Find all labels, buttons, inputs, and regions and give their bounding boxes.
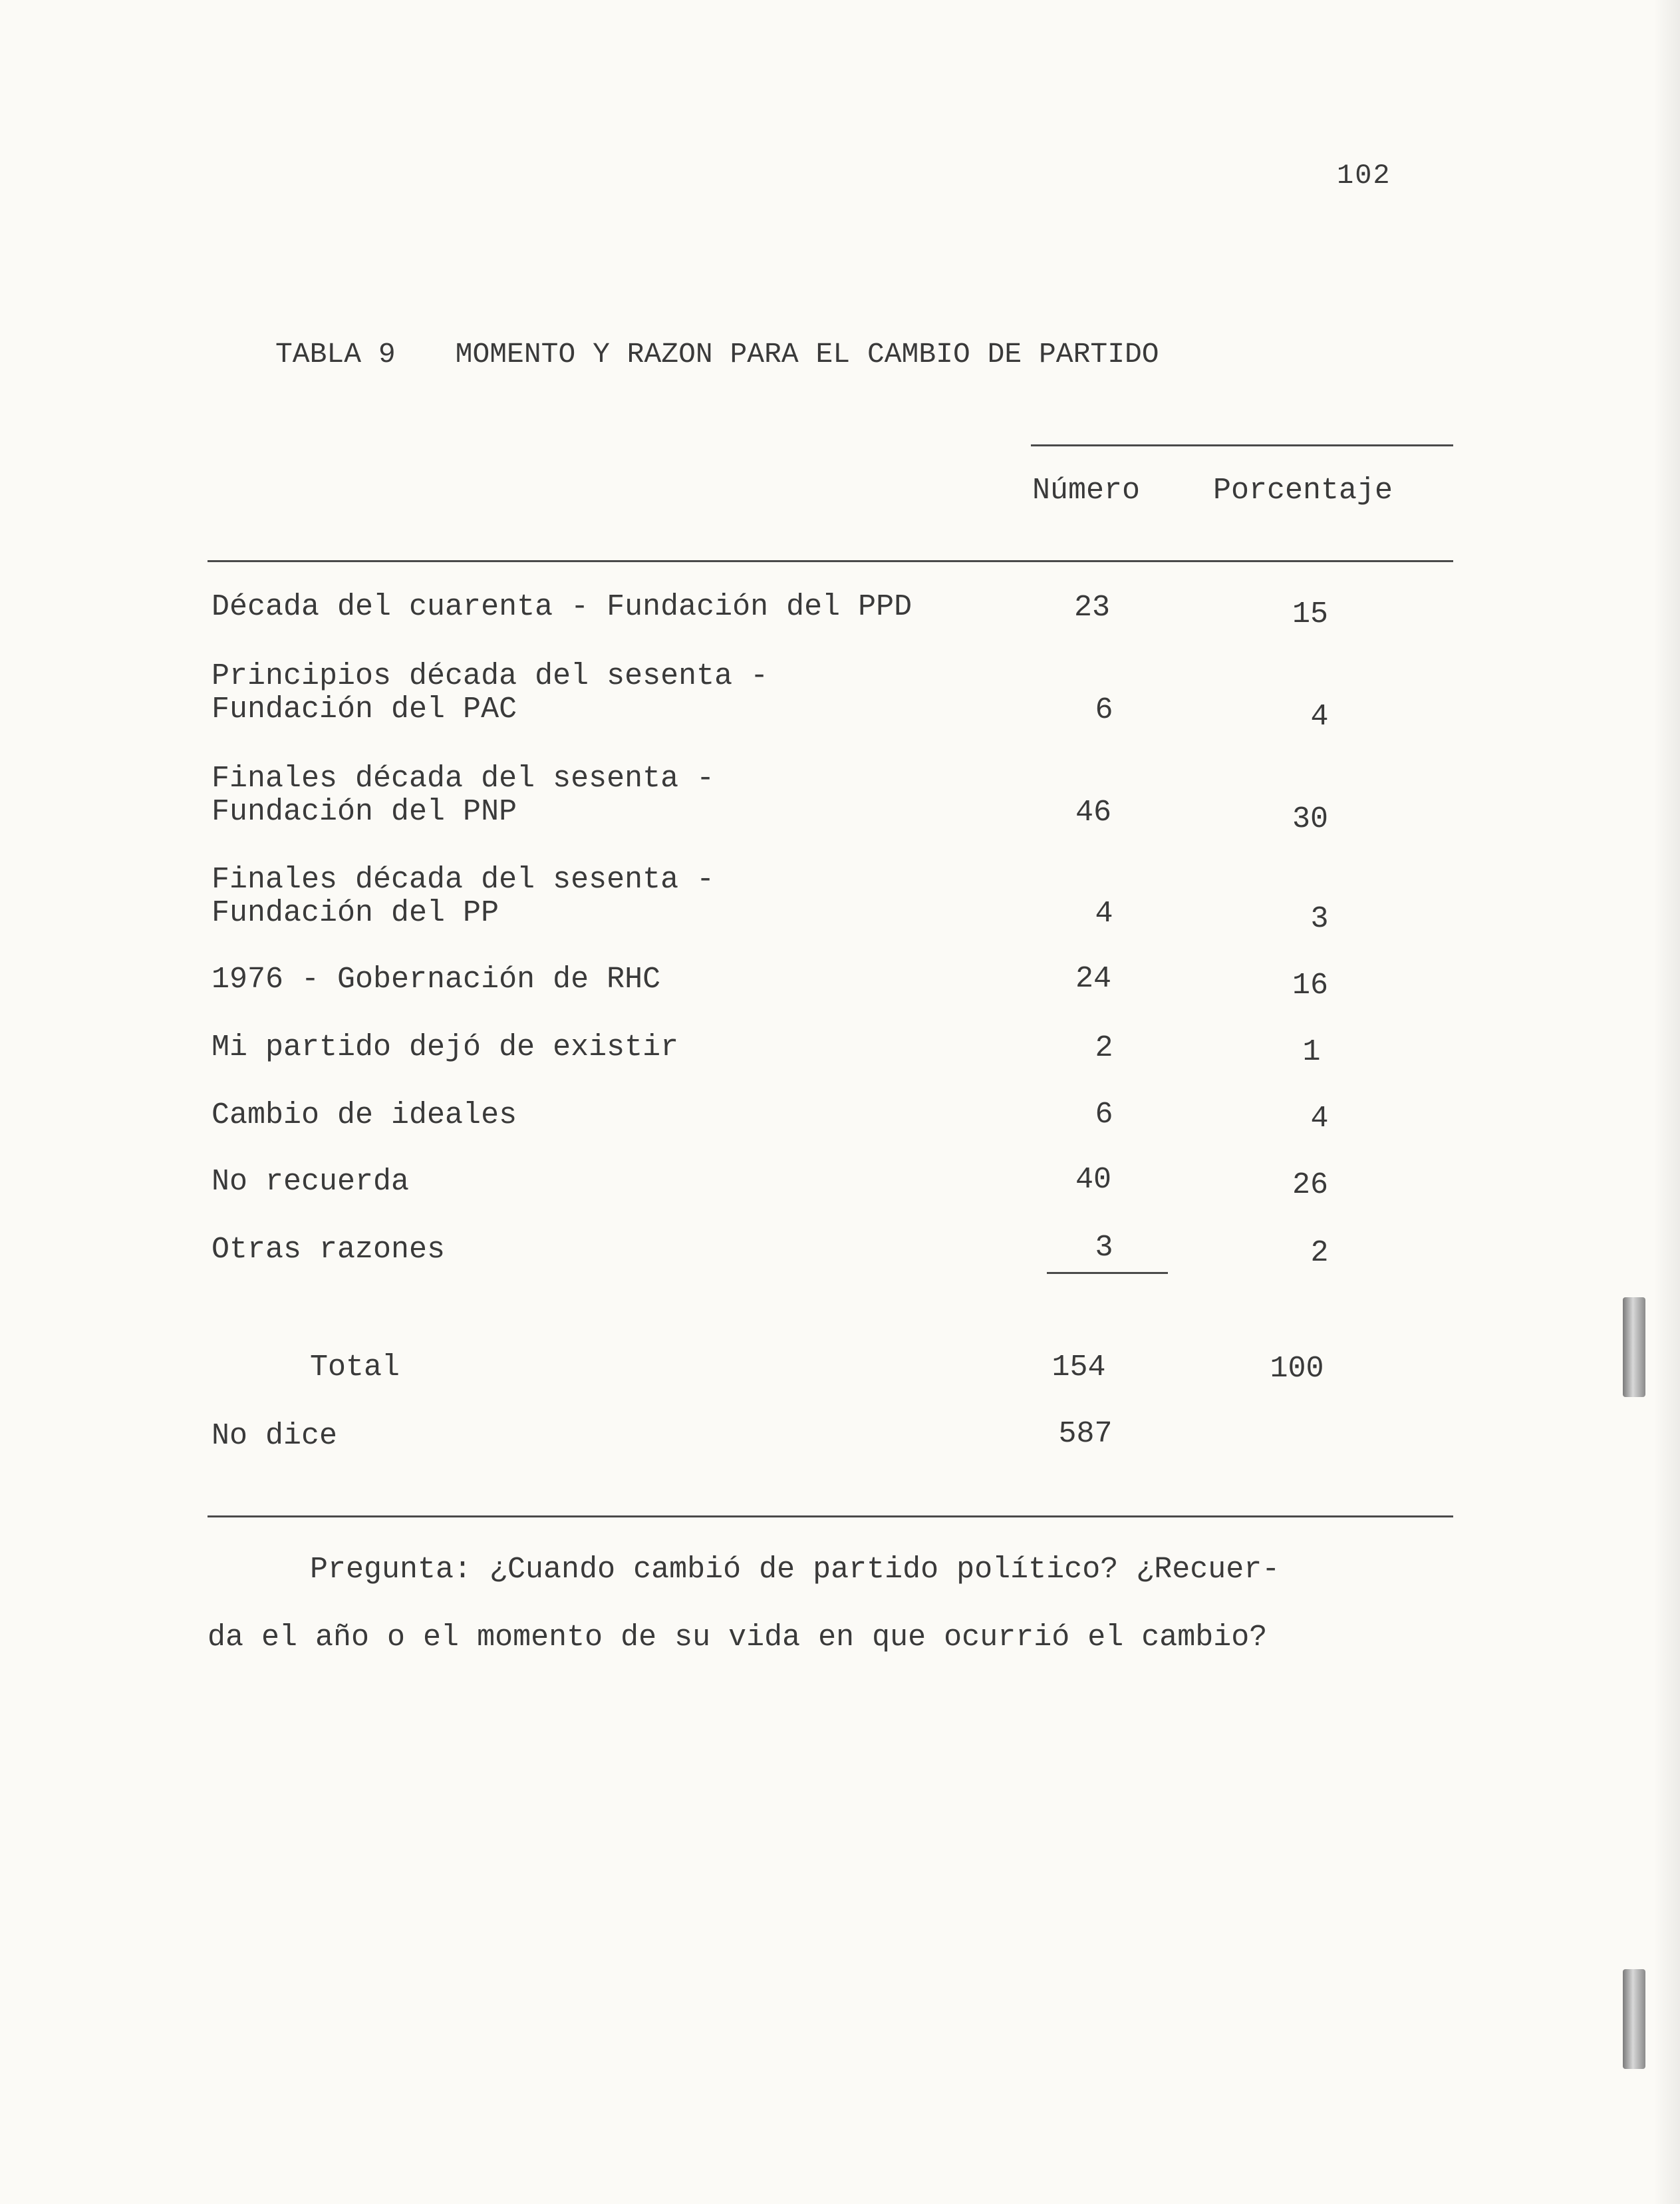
no-dice-label: No dice [211,1419,338,1453]
table-label: TABLA 9 [275,338,396,371]
header-top-rule [1031,444,1453,446]
page-number: 102 [1337,160,1391,192]
subtotal-rule [1047,1272,1168,1274]
binder-clip-bottom [1623,1969,1645,2069]
row-porcentaje: 4 [1310,1102,1329,1136]
row-numero: 23 [1073,591,1110,625]
row-porcentaje: 26 [1292,1168,1328,1202]
row-label: Finales década del sesenta - Fundación del PP [211,863,715,930]
question-line-2: da el año o el momento de su vida en que ocurrió el cambio? [208,1621,1268,1654]
table-bottom-rule [208,1515,1453,1517]
row-numero: 6 [1095,1098,1113,1132]
row-label: No recuerda [211,1165,410,1199]
table-title-text: MOMENTO Y RAZON PARA EL CAMBIO DE PARTIDO [455,338,1159,371]
row-label: Década del cuarenta - Fundación del PPD [211,590,912,624]
total-numero: 154 [1051,1350,1106,1384]
no-dice-numero: 587 [1058,1417,1113,1451]
row-porcentaje: 3 [1310,902,1329,936]
row-numero: 40 [1075,1163,1111,1197]
row-porcentaje: 4 [1310,700,1329,734]
row-label: Principios década del sesenta - Fundación del PAC [211,659,769,726]
header-porcentaje: Porcentaje [1213,474,1393,508]
row-label: 1976 - Gobernación de RHC [211,963,661,997]
row-numero: 2 [1095,1031,1113,1065]
row-numero: 6 [1095,693,1113,727]
table-title [275,338,1159,371]
binder-clip-top [1623,1297,1645,1397]
row-porcentaje: 1 [1302,1035,1321,1069]
row-porcentaje: 16 [1292,969,1328,1003]
row-porcentaje: 2 [1310,1236,1329,1270]
row-porcentaje: 30 [1292,802,1328,836]
total-porcentaje: 100 [1270,1352,1324,1386]
row-numero: 24 [1075,962,1111,996]
total-label: Total [310,1350,400,1384]
header-bottom-rule [208,560,1453,562]
header-numero: Número [1032,474,1141,508]
row-label: Cambio de ideales [211,1098,517,1132]
row-label: Mi partido dejó de existir [211,1030,679,1064]
row-label: Otras razones [211,1233,446,1267]
row-label: Finales década del sesenta - Fundación del PNP [211,762,715,829]
row-numero: 4 [1095,897,1113,931]
row-numero: 46 [1075,796,1111,830]
scan-edge-shadow [1653,0,1680,2204]
question-line-1: Pregunta: ¿Cuando cambió de partido político? ¿Recuer- [310,1553,1280,1587]
row-porcentaje: 15 [1292,597,1328,631]
row-numero: 3 [1095,1231,1113,1265]
